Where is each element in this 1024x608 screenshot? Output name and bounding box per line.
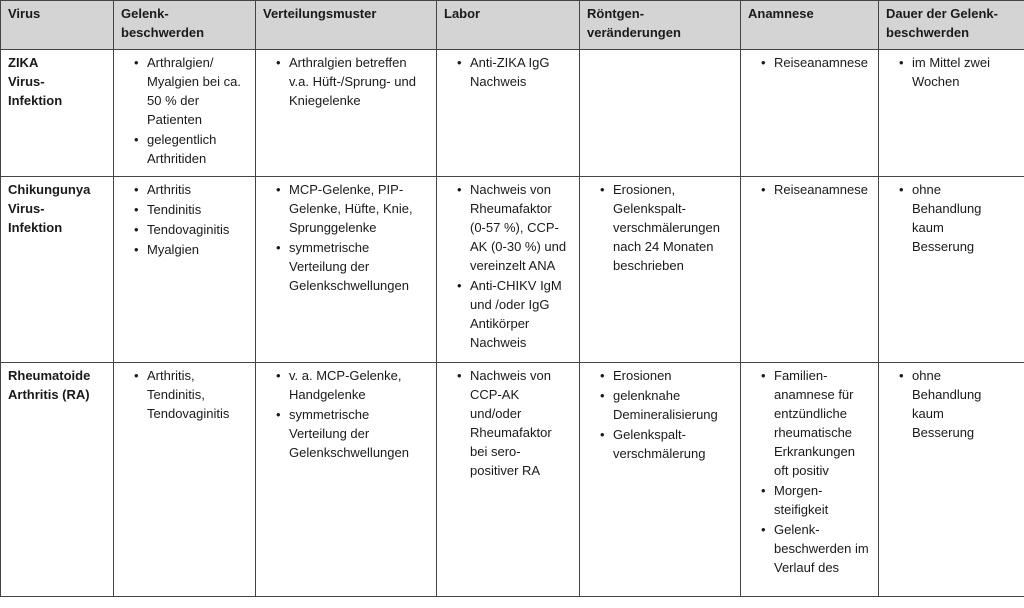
cell-anamnese: [741, 50, 879, 177]
bullet-list: [263, 366, 430, 462]
header-virus: Virus: [1, 1, 114, 50]
bullet-list: [748, 53, 872, 72]
list-item: • Arthritis: [134, 180, 249, 199]
cell-labor: [437, 363, 580, 597]
header-verteilungsmuster: Verteilungsmuster: [256, 1, 437, 50]
list-item: • Nachweis von CCP-AK und/oder Rheumafaktor bei sero- positiver RA: [457, 366, 573, 480]
list-item: • Gelenkspalt- verschmälerung: [600, 425, 734, 463]
bullet-list: [121, 366, 249, 423]
bullet-list: [121, 180, 249, 259]
cell-virus: ZIKA Virus- Infektion: [1, 50, 114, 177]
list-item: • gelenknahe Demineralisierung: [600, 386, 734, 424]
header-gelenkbeschwerden: Gelenk- beschwerden: [114, 1, 256, 50]
list-item: • v. a. MCP-Gelenke, Handgelenke: [276, 366, 430, 404]
table-body: [1, 50, 1024, 597]
header-anamnese: Anamnese: [741, 1, 879, 50]
list-item: • Erosionen: [600, 366, 734, 385]
list-item: • ohne Behandlung kaum Besserung: [899, 180, 1018, 256]
list-item: • symmetrische Verteilung der Gelenkschwellungen: [276, 238, 430, 295]
cell-dauer: [879, 363, 1024, 597]
bullet-list: [886, 53, 1018, 91]
bullet-list: [587, 180, 734, 275]
table-row: [1, 177, 1024, 363]
list-item: • Reiseanamnese: [761, 53, 872, 72]
list-item: • symmetrische Verteilung der Gelenkschwellungen: [276, 405, 430, 462]
bullet-list: [444, 366, 573, 480]
cell-roentgen: [580, 363, 741, 597]
bullet-list: [748, 366, 872, 577]
list-item: • Myalgien: [134, 240, 249, 259]
list-item: • Gelenk- beschwerden im Verlauf des: [761, 520, 872, 577]
list-item: • Anti-CHIKV IgM und /oder IgG Antikörper Nachweis: [457, 276, 573, 352]
table-row: [1, 363, 1024, 597]
cell-roentgen: [580, 50, 741, 177]
cell-verteilung: [256, 50, 437, 177]
bullet-list: [263, 180, 430, 295]
bullet-list: [886, 366, 1018, 442]
list-item: • Reiseanamnese: [761, 180, 872, 199]
list-item: • Tendinitis: [134, 200, 249, 219]
list-item: • im Mittel zwei Wochen: [899, 53, 1018, 91]
list-item: • Tendovaginitis: [134, 220, 249, 239]
cell-virus: Chikungunya Virus- Infektion: [1, 177, 114, 363]
list-item: • Anti-ZIKA IgG Nachweis: [457, 53, 573, 91]
cell-labor: [437, 50, 580, 177]
header-roentgen: Röntgen- veränderungen: [580, 1, 741, 50]
cell-gelenk: [114, 50, 256, 177]
list-item: • gelegentlich Arthritiden: [134, 130, 249, 168]
list-item: • Morgen- steifigkeit: [761, 481, 872, 519]
list-item: • Arthralgien/ Myalgien bei ca. 50 % der Patienten: [134, 53, 249, 129]
header-row: [1, 1, 1024, 50]
bullet-list: [121, 53, 249, 168]
bullet-list: [263, 53, 430, 110]
cell-gelenk: [114, 177, 256, 363]
cell-anamnese: [741, 177, 879, 363]
list-item: • Erosionen, Gelenkspalt- verschmälerungen nach 24 Monaten beschrieben: [600, 180, 734, 275]
cell-virus: Rheumatoide Arthritis (RA): [1, 363, 114, 597]
cell-verteilung: [256, 177, 437, 363]
list-item: • Nachweis von Rheumafaktor (0-57 %), CCP- AK (0-30 %) und vereinzelt ANA: [457, 180, 573, 275]
bullet-list: [748, 180, 872, 199]
cell-dauer: [879, 177, 1024, 363]
list-item: • ohne Behandlung kaum Besserung: [899, 366, 1018, 442]
bullet-list: [886, 180, 1018, 256]
list-item: • Arthralgien betreffen v.a. Hüft-/Sprung- und Kniegelenke: [276, 53, 430, 110]
bullet-list: [444, 180, 573, 352]
header-labor: Labor: [437, 1, 580, 50]
list-item: • Familien- anamnese für entzündliche rheumatische Erkrankungen oft positiv: [761, 366, 872, 480]
list-item: • MCP-Gelenke, PIP- Gelenke, Hüfte, Knie, Sprunggelenke: [276, 180, 430, 237]
cell-labor: [437, 177, 580, 363]
list-item: • Arthritis, Tendinitis, Tendovaginitis: [134, 366, 249, 423]
bullet-list: [444, 53, 573, 91]
header-dauer: Dauer der Gelenk- beschwerden: [879, 1, 1024, 50]
cell-anamnese: [741, 363, 879, 597]
cell-dauer: [879, 50, 1024, 177]
cell-verteilung: [256, 363, 437, 597]
bullet-list: [587, 366, 734, 463]
cell-roentgen: [580, 177, 741, 363]
table-row: [1, 50, 1024, 177]
cell-gelenk: [114, 363, 256, 597]
